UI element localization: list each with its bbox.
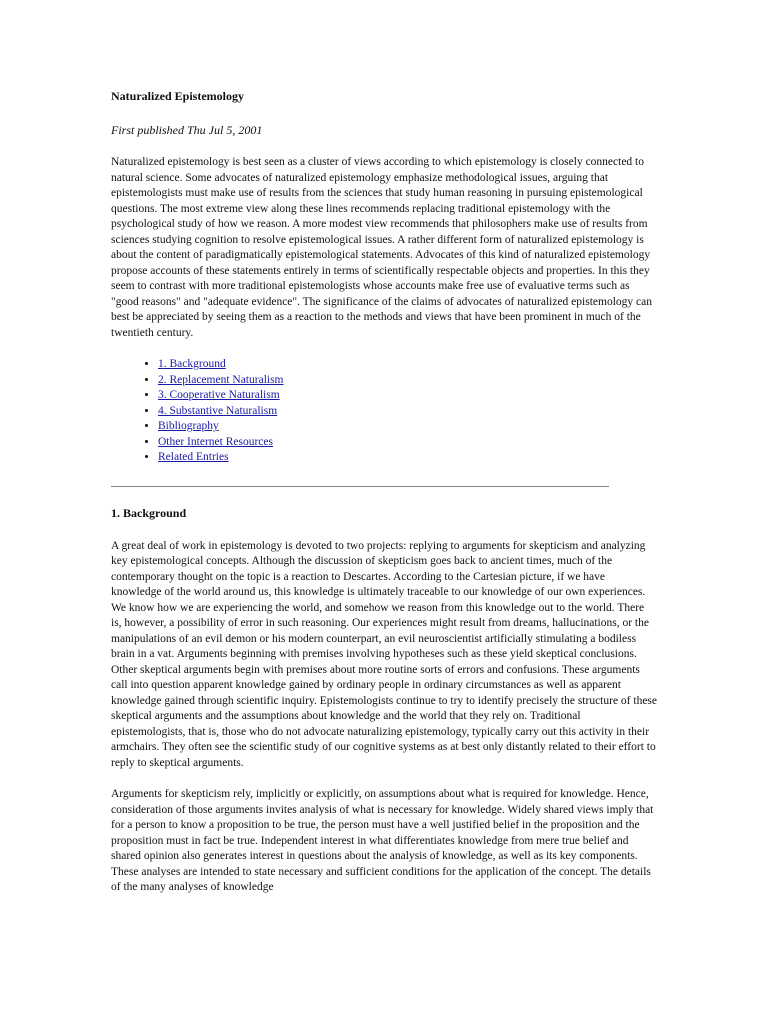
table-of-contents — [111, 357, 657, 466]
intro-paragraph: Naturalized epistemology is best seen as a cluster of views according to which epistemology is closely connected to natural science. Some advocates of naturalized epistemology emphasize methodological issues, arguing that epistemologists must make use of results from the sciences that study human reasoning in pursuing epistemological questions. The most extreme view along these lines recommends replacing traditional epistemology with the psychological study of how we reason. A more modest view recommends that philosophers make use of results from sciences studying cognition to resolve epistemological issues. A rather different form of naturalized epistemology is about the content of paradigmatically epistemological statements. Advocates of this kind of naturalized epistemology propose accounts of these statements entirely in terms of scientifically respectable objects and properties. In this they seem to contrast with more traditional epistemologists whose accounts make free use of evaluative terms such as "good reasons" and "adequate evidence". The significance of the claims of advocates of naturalized epistemology can best be appreciated by seeing them as a reaction to the methods and views that have been prominent in much of the twentieth century. — [111, 156, 652, 339]
toc-item — [158, 388, 657, 404]
section-heading-background: 1. Background — [111, 505, 187, 520]
toc-link-related-entries[interactable]: Related Entries — [158, 451, 229, 463]
article-page — [111, 88, 657, 912]
toc-item — [158, 435, 657, 451]
background-paragraph-2: Arguments for skepticism rely, implicitly or explicitly, on assumptions about what is required for knowledge. Hence, consideration of those arguments invites analysis of what is necessary for knowledge. Widely shared views imply that for a person to know a proposition to be true, the person must have a well justified belief in the proposition and the proposition must in fact be true. Independent interest in what differentiates knowledge from mere true belief and shared opinion also generates interest in questions about the analysis of knowledge, as well as its key components. These analyses are intended to state necessary and sufficient conditions for the application of the concept. The details of the many analyses of knowledge — [111, 788, 654, 893]
toc-link-substantive-naturalism[interactable]: 4. Substantive Naturalism — [158, 404, 278, 417]
toc-item — [158, 450, 657, 466]
toc-link-bibliography[interactable]: Bibliography — [158, 420, 219, 432]
toc-item — [158, 357, 657, 373]
toc-link-replacement-naturalism[interactable]: 2. Replacement Naturalism — [158, 373, 284, 386]
toc-item — [158, 419, 657, 435]
toc-link-cooperative-naturalism[interactable]: 3. Cooperative Naturalism — [158, 389, 280, 401]
toc-item — [158, 373, 657, 389]
article-title: Naturalized Epistemology — [111, 89, 244, 103]
background-paragraph-1: A great deal of work in epistemology is devoted to two projects: replying to arguments for skepticism and analyzing key epistemological concepts. Although the discussion of skepticism goes back to ancient times, much of the contemporary thought on the topic is a reaction to Descartes. According to the Cartesian picture, if we have knowledge of the world around us, this knowledge is ultimately traceable to our knowledge of our own experiences. We know how we are experiencing the world, and somehow we reason from this knowledge out to the world. There is, however, a possibility of error in such reasoning. Our experiences might result from dreams, hallucinations, or the manipulations of an evil demon or his modern counterpart, an evil neuroscientist artificially stimulating a bodiless brain in a vat. Arguments beginning with premises involving hypotheses such as these yield skeptical conclusions. Other skeptical arguments begin with premises about more routine sorts of errors and confusions. These arguments call into question apparent knowledge gained by ordinary people in ordinary circumstances as well as apparent knowledge gained through scientific inquiry. Epistemologists continue to try to identify precisely the structure of these skeptical arguments and the assumptions about knowledge and the world that they rely on. Traditional epistemologists, that is, those who do not advocate naturalizing epistemology, typically carry out this activity in their armchairs. They often see the scientific study of our cognitive systems as at best only distantly related to their effort to reply to skeptical arguments. — [111, 539, 658, 769]
toc-link-background[interactable]: 1. Background — [158, 358, 226, 370]
section-divider — [111, 486, 609, 487]
toc-link-other-internet-resources[interactable]: Other Internet Resources — [158, 435, 273, 448]
publication-date: First published Thu Jul 5, 2001 — [111, 123, 263, 137]
toc-item — [158, 404, 657, 420]
